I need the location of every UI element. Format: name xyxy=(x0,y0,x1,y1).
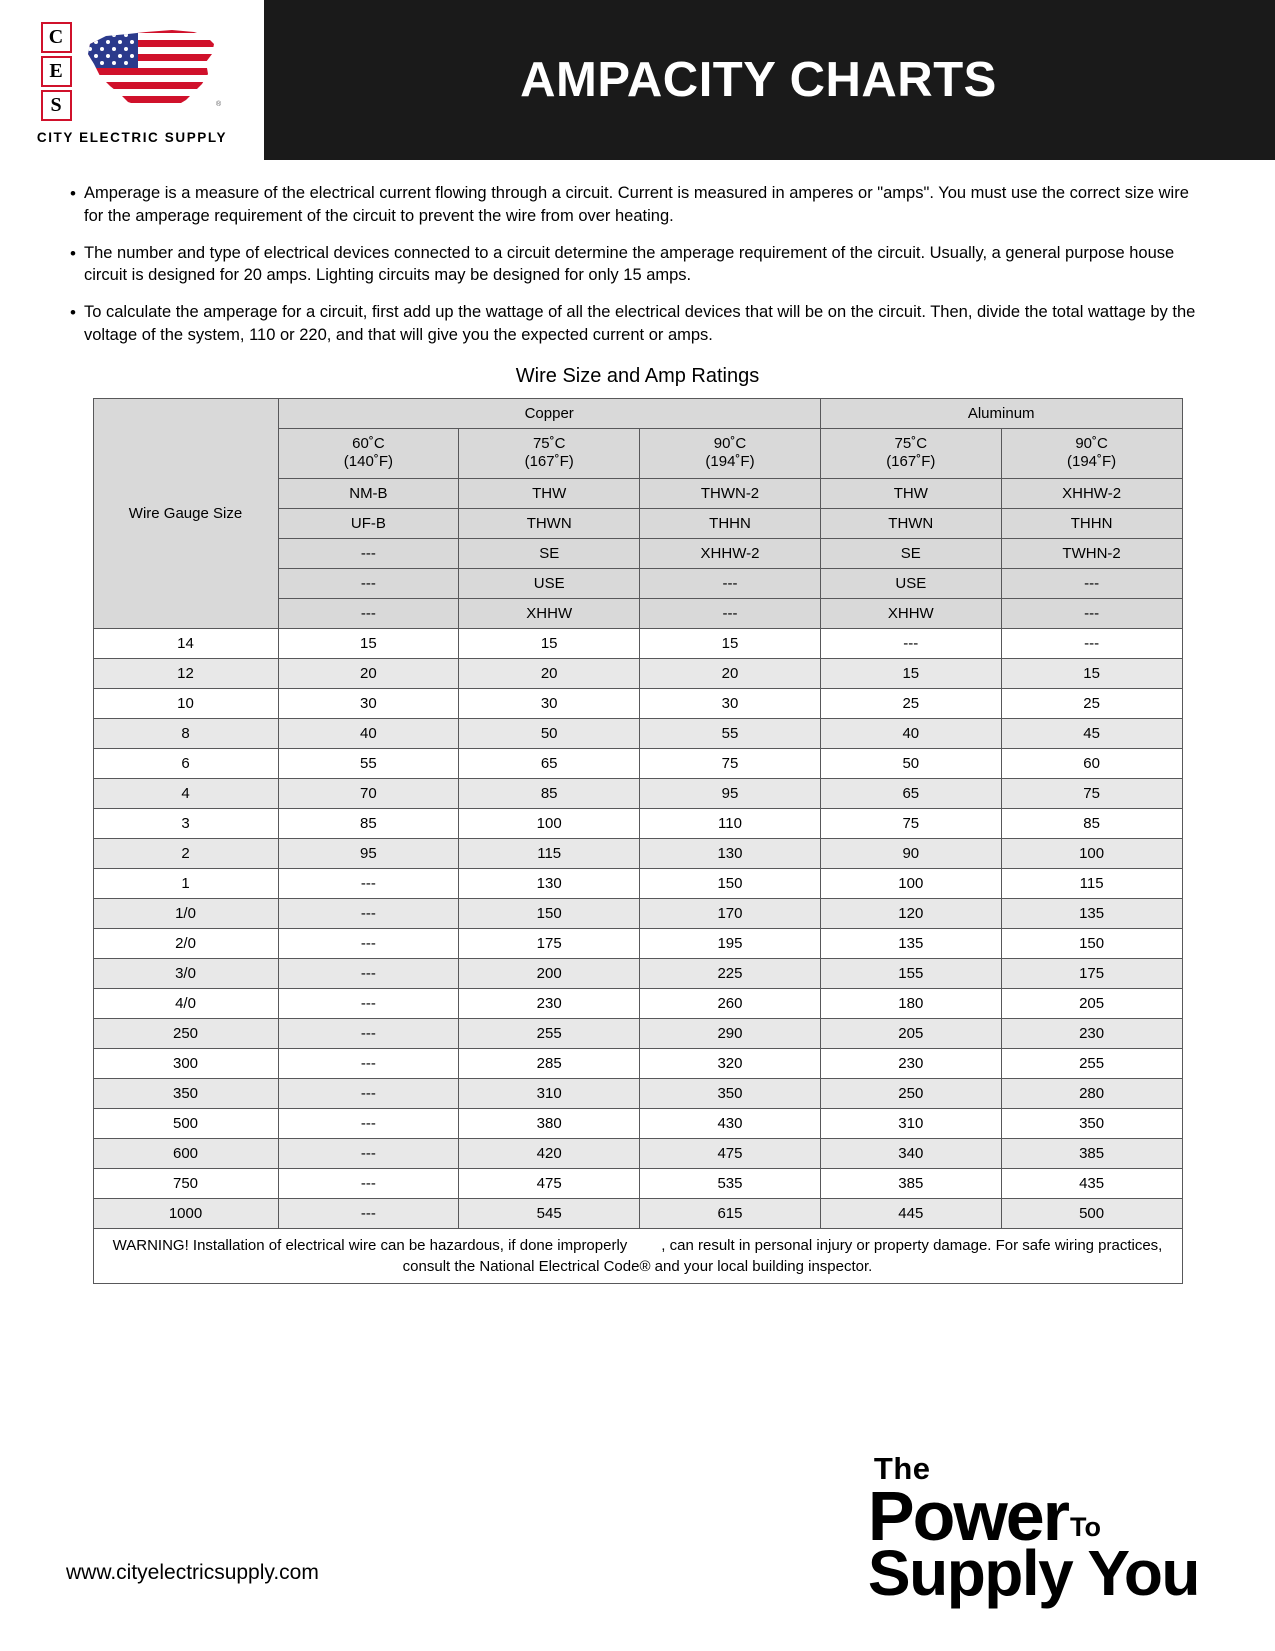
bullet-dot-icon: • xyxy=(70,243,76,263)
ampacity-cell: 350 xyxy=(1001,1109,1182,1139)
list-item xyxy=(62,301,1205,347)
ampacity-cell: --- xyxy=(278,989,459,1019)
logo-row xyxy=(41,22,224,121)
wire-gauge-size-cell: 3/0 xyxy=(93,959,278,989)
ampacity-cell: 535 xyxy=(640,1169,821,1199)
page-title: AMPACITY CHARTS xyxy=(520,53,997,107)
wire-gauge-size-cell: 10 xyxy=(93,689,278,719)
wire-gauge-size-cell: 600 xyxy=(93,1139,278,1169)
ampacity-cell: 70 xyxy=(278,779,459,809)
tagline-power: Power xyxy=(867,1476,1068,1555)
insulation-type-cell: SE xyxy=(459,539,640,569)
table-row xyxy=(93,629,1182,659)
ampacity-cell: --- xyxy=(278,1079,459,1109)
table-row xyxy=(93,989,1182,1019)
insulation-type-cell: UF-B xyxy=(278,509,459,539)
tagline-the: The xyxy=(873,1451,931,1487)
ampacity-cell: 130 xyxy=(640,839,821,869)
ampacity-cell: 385 xyxy=(1001,1139,1182,1169)
ampacity-cell: 385 xyxy=(820,1169,1001,1199)
ampacity-cell: 225 xyxy=(640,959,821,989)
insulation-type-cell: THW xyxy=(459,479,640,509)
ampacity-cell: 475 xyxy=(459,1169,640,1199)
ampacity-cell: 445 xyxy=(820,1199,1001,1229)
ampacity-cell: 15 xyxy=(1001,659,1182,689)
ampacity-cell: 500 xyxy=(1001,1199,1182,1229)
insulation-type-cell: --- xyxy=(278,569,459,599)
ampacity-cell: 100 xyxy=(459,809,640,839)
ampacity-cell: 85 xyxy=(278,809,459,839)
column-group-header: Aluminum xyxy=(820,398,1182,428)
ampacity-cell: 280 xyxy=(1001,1079,1182,1109)
usa-flag-map-icon xyxy=(76,22,224,120)
table-row xyxy=(93,1019,1182,1049)
ampacity-cell: --- xyxy=(278,929,459,959)
wire-gauge-size-cell: 1/0 xyxy=(93,899,278,929)
ampacity-cell: 100 xyxy=(820,869,1001,899)
wire-gauge-size-cell: 3 xyxy=(93,809,278,839)
ampacity-cell: --- xyxy=(820,629,1001,659)
ampacity-cell: 100 xyxy=(1001,839,1182,869)
page-header xyxy=(0,0,1275,160)
table-row xyxy=(93,929,1182,959)
insulation-type-cell: --- xyxy=(1001,569,1182,599)
ampacity-cell: 20 xyxy=(278,659,459,689)
ampacity-cell: 45 xyxy=(1001,719,1182,749)
tagline-supply-you: Supply You xyxy=(867,1537,1199,1610)
ampacity-cell: 85 xyxy=(459,779,640,809)
ampacity-cell: 420 xyxy=(459,1139,640,1169)
ampacity-cell: --- xyxy=(278,1199,459,1229)
ampacity-cell: --- xyxy=(278,1139,459,1169)
ampacity-cell: --- xyxy=(278,1049,459,1079)
page-footer xyxy=(0,1441,1275,1651)
ampacity-cell: 175 xyxy=(1001,959,1182,989)
ampacity-cell: 615 xyxy=(640,1199,821,1229)
ampacity-cell: 350 xyxy=(640,1079,821,1109)
ampacity-cell: 230 xyxy=(1001,1019,1182,1049)
table-row xyxy=(93,839,1182,869)
ampacity-cell: 30 xyxy=(278,689,459,719)
bullet-text: The number and type of electrical devices connected to a circuit determine the amperage requirement of the circuit. Usually, a general purpose house circuit is designed for 20 amps. Lighting circuits may be designed for only 15 amps. xyxy=(84,243,1175,285)
column-header-temperature: 75˚C (167˚F) xyxy=(820,428,1001,479)
table-row xyxy=(93,1049,1182,1079)
ampacity-cell: 50 xyxy=(459,719,640,749)
insulation-type-cell: USE xyxy=(459,569,640,599)
insulation-type-cell: THW xyxy=(820,479,1001,509)
ampacity-cell: 40 xyxy=(278,719,459,749)
table-row xyxy=(93,869,1182,899)
wire-gauge-size-cell: 8 xyxy=(93,719,278,749)
ampacity-cell: 95 xyxy=(278,839,459,869)
ampacity-cell: --- xyxy=(278,1019,459,1049)
ampacity-cell: 130 xyxy=(459,869,640,899)
table-row xyxy=(93,1109,1182,1139)
ampacity-cell: 475 xyxy=(640,1139,821,1169)
ampacity-cell: 230 xyxy=(820,1049,1001,1079)
ampacity-cell: 25 xyxy=(1001,689,1182,719)
column-group-header: Copper xyxy=(278,398,820,428)
ampacity-cell: 205 xyxy=(820,1019,1001,1049)
insulation-type-cell: XHHW-2 xyxy=(1001,479,1182,509)
warning-text-part-1: WARNING! Installation of electrical wire can be hazardous, if done improperly xyxy=(112,1237,628,1255)
ampacity-cell: 150 xyxy=(640,869,821,899)
bullet-dot-icon: • xyxy=(70,303,76,323)
ampacity-cell: 30 xyxy=(640,689,821,719)
ampacity-cell: 85 xyxy=(1001,809,1182,839)
ampacity-cell: 155 xyxy=(820,959,1001,989)
wire-gauge-size-cell: 1000 xyxy=(93,1199,278,1229)
ampacity-cell: 75 xyxy=(640,749,821,779)
ampacity-cell: 40 xyxy=(820,719,1001,749)
ampacity-cell: 340 xyxy=(820,1139,1001,1169)
ces-letter-e: E xyxy=(41,56,72,87)
insulation-type-cell: XHHW-2 xyxy=(640,539,821,569)
ampacity-cell: 55 xyxy=(640,719,821,749)
column-header-temperature: 75˚C (167˚F) xyxy=(459,428,640,479)
wire-gauge-size-cell: 750 xyxy=(93,1169,278,1199)
ampacity-cell: 180 xyxy=(820,989,1001,1019)
ampacity-cell: 200 xyxy=(459,959,640,989)
wire-gauge-size-cell: 2/0 xyxy=(93,929,278,959)
ampacity-cell: 260 xyxy=(640,989,821,1019)
wire-gauge-size-cell: 350 xyxy=(93,1079,278,1109)
table-row xyxy=(93,1199,1182,1229)
ampacity-cell: 20 xyxy=(640,659,821,689)
table-row xyxy=(93,899,1182,929)
table-row xyxy=(93,1079,1182,1109)
ampacity-cell: --- xyxy=(278,869,459,899)
wire-gauge-size-cell: 14 xyxy=(93,629,278,659)
ampacity-cell: 90 xyxy=(820,839,1001,869)
warning-text-part-2: , can result in personal injury or property damage. For safe wiring practices, consult the National Electrical Code® and your local building inspector. xyxy=(402,1237,1163,1276)
wire-gauge-size-cell: 4/0 xyxy=(93,989,278,1019)
wire-gauge-size-cell: 1 xyxy=(93,869,278,899)
table-row xyxy=(93,719,1182,749)
ampacity-cell: --- xyxy=(278,899,459,929)
ampacity-cell: 545 xyxy=(459,1199,640,1229)
table-row xyxy=(93,659,1182,689)
table-row xyxy=(93,1139,1182,1169)
ampacity-cell: 150 xyxy=(1001,929,1182,959)
insulation-type-cell: XHHW xyxy=(820,599,1001,629)
bullet-text: To calculate the amperage for a circuit, first add up the wattage of all the electrical devices that will be on the circuit. Then, divide the total wattage by the voltage of the system, 110 or 220, and that will give you the expected current or amps. xyxy=(84,303,1196,344)
insulation-type-cell: SE xyxy=(820,539,1001,569)
insulation-type-cell: TWHN-2 xyxy=(1001,539,1182,569)
ampacity-cell: 15 xyxy=(278,629,459,659)
wire-gauge-size-cell: 500 xyxy=(93,1109,278,1139)
ampacity-cell: 65 xyxy=(820,779,1001,809)
wire-gauge-size-cell: 2 xyxy=(93,839,278,869)
column-header-temperature: 60˚C (140˚F) xyxy=(278,428,459,479)
bullet-text: Amperage is a measure of the electrical current flowing through a circuit. Current is measured in amperes or "amps". You must use the correct size wire for the amperage requirement of the circuit to prevent the wire from over heating. xyxy=(84,184,1189,225)
insulation-type-cell: THHN xyxy=(640,509,821,539)
ampacity-cell: 30 xyxy=(459,689,640,719)
insulation-type-cell: --- xyxy=(1001,599,1182,629)
insulation-type-cell: THHN xyxy=(1001,509,1182,539)
ces-letter-c: C xyxy=(41,22,72,53)
logo-caption: CITY ELECTRIC SUPPLY xyxy=(36,129,228,145)
insulation-type-cell: --- xyxy=(278,539,459,569)
insulation-type-cell: --- xyxy=(640,599,821,629)
warning-note xyxy=(93,1229,1182,1284)
ampacity-cell: 60 xyxy=(1001,749,1182,779)
insulation-type-cell: THWN-2 xyxy=(640,479,821,509)
ampacity-cell: 205 xyxy=(1001,989,1182,1019)
ampacity-cell: 170 xyxy=(640,899,821,929)
list-item xyxy=(62,182,1205,228)
table-row xyxy=(93,689,1182,719)
ampacity-cell: 435 xyxy=(1001,1169,1182,1199)
ampacity-cell: 320 xyxy=(640,1049,821,1079)
ampacity-cell: 15 xyxy=(820,659,1001,689)
ampacity-cell: 250 xyxy=(820,1079,1001,1109)
ampacity-cell: --- xyxy=(278,1109,459,1139)
ampacity-cell: 65 xyxy=(459,749,640,779)
ampacity-cell: 50 xyxy=(820,749,1001,779)
ampacity-cell: 75 xyxy=(820,809,1001,839)
list-item xyxy=(62,242,1205,288)
ampacity-cell: 430 xyxy=(640,1109,821,1139)
table-row xyxy=(93,749,1182,779)
ces-letter-stack xyxy=(41,22,72,121)
bullet-dot-icon: • xyxy=(70,184,76,203)
insulation-type-cell: THWN xyxy=(820,509,1001,539)
column-header-wire-gauge-size: Wire Gauge Size xyxy=(93,398,278,629)
table-row xyxy=(93,779,1182,809)
table-row xyxy=(93,959,1182,989)
ampacity-cell: --- xyxy=(278,1169,459,1199)
ampacity-cell: 175 xyxy=(459,929,640,959)
ampacity-cell: 255 xyxy=(459,1019,640,1049)
ampacity-cell: --- xyxy=(278,959,459,989)
website-url[interactable]: www.cityelectricsupply.com xyxy=(66,1561,319,1584)
ampacity-cell: 310 xyxy=(459,1079,640,1109)
column-header-temperature: 90˚C (194˚F) xyxy=(640,428,821,479)
insulation-type-cell: XHHW xyxy=(459,599,640,629)
svg-text:®: ® xyxy=(215,101,221,108)
table-row xyxy=(93,1169,1182,1199)
intro-bullet-list xyxy=(62,182,1205,347)
ampacity-cell: 95 xyxy=(640,779,821,809)
tagline-to: To xyxy=(1069,1512,1101,1543)
ampacity-cell: 115 xyxy=(459,839,640,869)
ampacity-cell: 310 xyxy=(820,1109,1001,1139)
ampacity-cell: 380 xyxy=(459,1109,640,1139)
insulation-type-cell: THWN xyxy=(459,509,640,539)
ampacity-cell: 255 xyxy=(1001,1049,1182,1079)
ampacity-cell: 25 xyxy=(820,689,1001,719)
ampacity-cell: 290 xyxy=(640,1019,821,1049)
ampacity-cell: 75 xyxy=(1001,779,1182,809)
ampacity-cell: 15 xyxy=(459,629,640,659)
wire-gauge-size-cell: 250 xyxy=(93,1019,278,1049)
title-banner xyxy=(264,0,1275,160)
wire-gauge-size-cell: 300 xyxy=(93,1049,278,1079)
ampacity-cell: 15 xyxy=(640,629,821,659)
ampacity-cell: 150 xyxy=(459,899,640,929)
tagline-lockup xyxy=(867,1451,1199,1610)
ampacity-cell: 115 xyxy=(1001,869,1182,899)
table-title: Wire Size and Amp Ratings xyxy=(515,364,760,387)
ampacity-cell: 120 xyxy=(820,899,1001,929)
company-logo xyxy=(0,0,264,160)
ampacity-cell: 110 xyxy=(640,809,821,839)
ampacity-cell: 230 xyxy=(459,989,640,1019)
insulation-type-cell: --- xyxy=(640,569,821,599)
ampacity-cell: 195 xyxy=(640,929,821,959)
insulation-type-cell: NM-B xyxy=(278,479,459,509)
wire-gauge-size-cell: 6 xyxy=(93,749,278,779)
ampacity-cell: 135 xyxy=(820,929,1001,959)
ampacity-cell: 135 xyxy=(1001,899,1182,929)
ampacity-cell: --- xyxy=(1001,629,1182,659)
ampacity-table xyxy=(93,398,1183,1285)
insulation-type-cell: --- xyxy=(278,599,459,629)
ampacity-cell: 55 xyxy=(278,749,459,779)
wire-gauge-size-cell: 4 xyxy=(93,779,278,809)
insulation-type-cell: USE xyxy=(820,569,1001,599)
ampacity-cell: 285 xyxy=(459,1049,640,1079)
table-row xyxy=(93,809,1182,839)
wire-gauge-size-cell: 12 xyxy=(93,659,278,689)
ces-letter-s: S xyxy=(41,90,72,121)
ampacity-cell: 20 xyxy=(459,659,640,689)
column-header-temperature: 90˚C (194˚F) xyxy=(1001,428,1182,479)
